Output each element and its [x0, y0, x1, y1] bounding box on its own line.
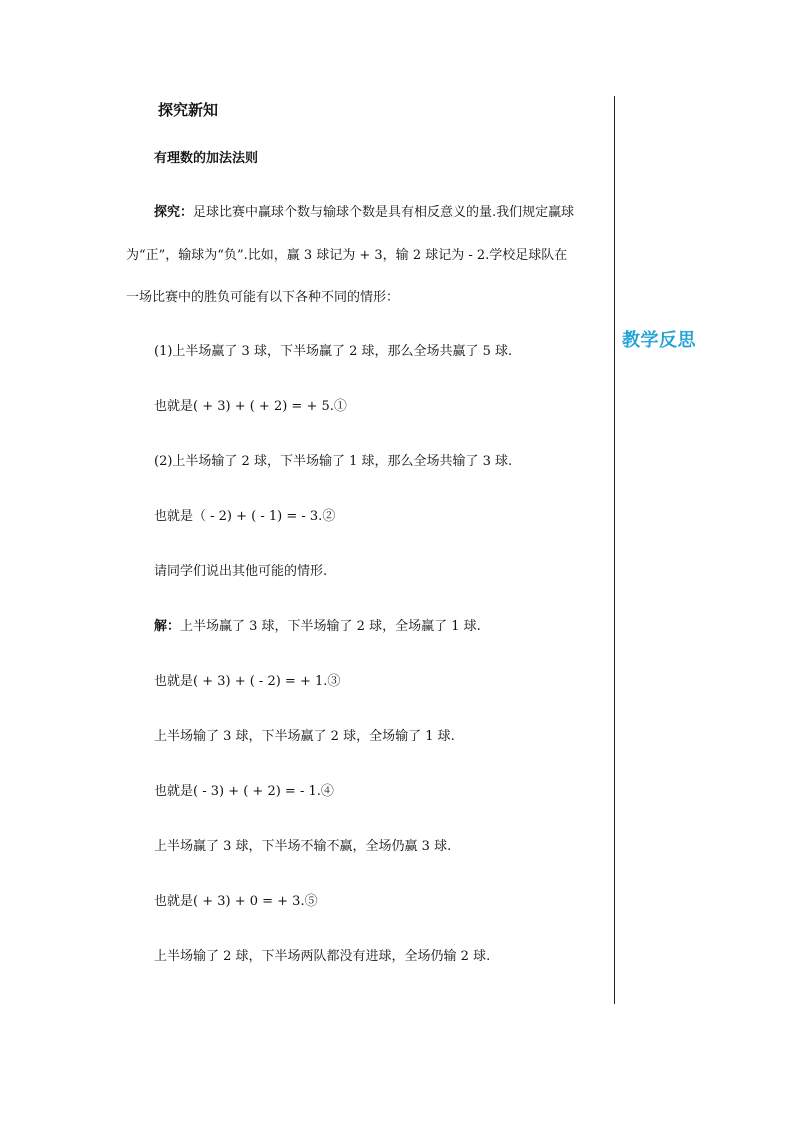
column-divider	[614, 96, 615, 1004]
explore-text-1: 足球比赛中赢球个数与输球个数是具有相反意义的量.我们规定赢球	[193, 205, 575, 220]
equation-4: 也就是( - 3) + ( + 2) = - 1.④	[154, 784, 334, 799]
subsection-title: 有理数的加法法则	[154, 151, 259, 166]
case-1-text: (1)上半场赢了 3 球，下半场赢了 2 球，那么全场共赢了 5 球.	[154, 344, 513, 359]
case-2-text: (2)上半场输了 2 球，下半场输了 1 球，那么全场共输了 3 球.	[154, 454, 513, 469]
explore-paragraph-line-1	[154, 205, 574, 221]
case-1-equation: 也就是( + 3) + ( + 2) = + 5.①	[154, 399, 347, 414]
case-5-text: 上半场赢了 3 球，下半场不输不赢，全场仍赢 3 球.	[154, 839, 452, 854]
equation-3: 也就是( + 3) + ( - 2) = + 1.③	[154, 674, 341, 689]
solution-first-line	[154, 619, 481, 635]
explore-label: 探究：	[154, 205, 194, 220]
case-6-text: 上半场输了 2 球，下半场两队都没有进球，全场仍输 2 球.	[154, 949, 491, 964]
teaching-reflection-title: 教学反思	[622, 330, 696, 351]
case-4-text: 上半场输了 3 球，下半场赢了 2 球，全场输了 1 球.	[154, 729, 455, 744]
equation-5: 也就是( + 3) + 0 = + 3.⑤	[154, 894, 318, 909]
solution-label: 解：	[154, 619, 181, 634]
explore-paragraph-line-2: 为“正”，输球为“负”.比如，赢 3 球记为 + 3，输 2 球记为 - 2.学校足球队在	[126, 248, 568, 263]
explore-paragraph-line-3: 一场比赛中的胜负可能有以下各种不同的情形：	[126, 290, 400, 305]
prompt-text: 请同学们说出其他可能的情形.	[154, 564, 328, 579]
case-2-equation: 也就是（ - 2) + ( - 1) = - 3.②	[154, 509, 336, 524]
solution-text: 上半场赢了 3 球，下半场输了 2 球，全场赢了 1 球.	[180, 619, 481, 634]
section-title: 探究新知	[158, 101, 219, 119]
